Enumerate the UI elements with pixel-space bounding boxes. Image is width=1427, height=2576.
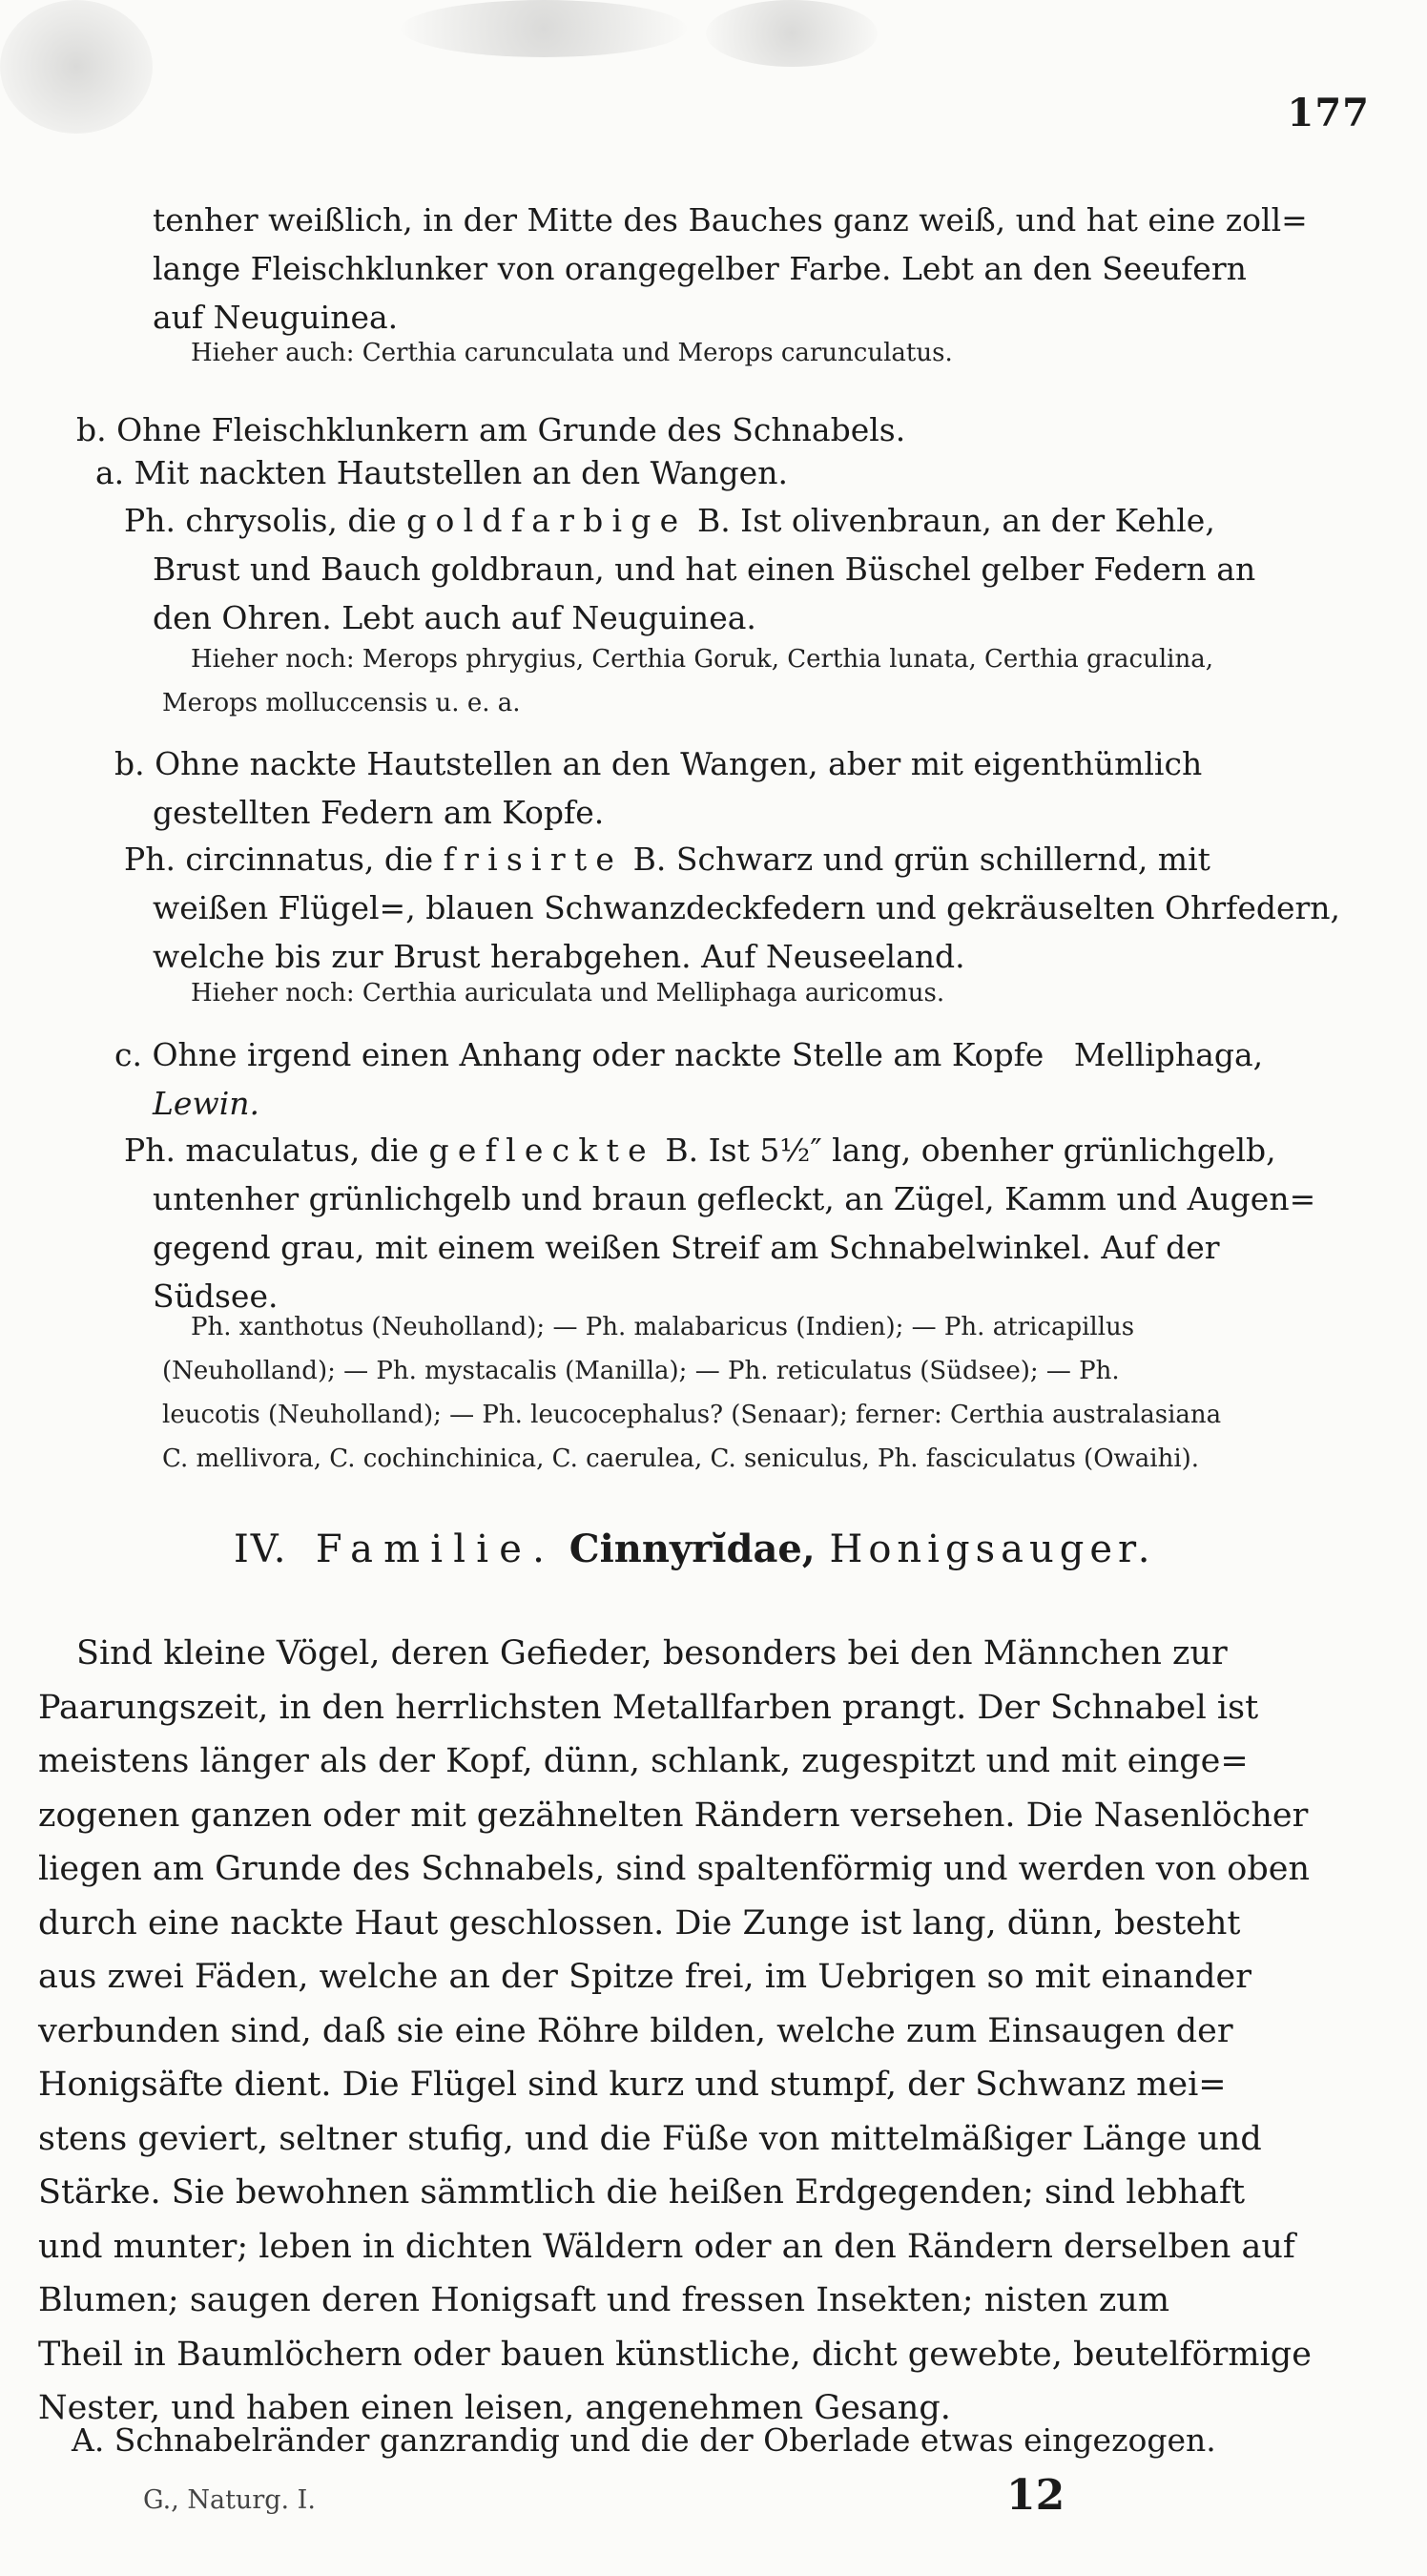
family-number: IV. bbox=[234, 1527, 288, 1571]
note-hieher-noch-1 bbox=[162, 637, 1370, 725]
family-latin-name: Cinnyrĭdae, bbox=[569, 1527, 816, 1571]
species-circinnatus bbox=[124, 835, 1370, 981]
text-line: B. Schwarz und grün schillernd, mit bbox=[632, 841, 1210, 878]
species-maculatus bbox=[124, 1126, 1370, 1320]
family-label: Familie. bbox=[315, 1527, 556, 1571]
section-heading: A. Schnabelränder ganzrandig und die der Oberlade etwas eingezogen. bbox=[72, 2421, 1216, 2459]
family-heading bbox=[234, 1527, 1155, 1571]
author-name: Lewin. bbox=[153, 1085, 259, 1122]
footer-signature: G., Naturg. I. bbox=[143, 2485, 316, 2515]
text-line: zogenen ganzen oder mit gezähnelten Rändern versehen. Die Nasenlöcher bbox=[38, 1796, 1309, 1835]
genus-name: Melliphaga, bbox=[1073, 1036, 1264, 1073]
text-line: aus zwei Fäden, welche an der Spitze frei, im Uebrigen so mit einander bbox=[38, 1958, 1251, 1996]
subsection-b2 bbox=[114, 739, 1370, 837]
section-heading: b. Ohne Fleischklunkern am Grunde des Schnabels. bbox=[76, 411, 906, 448]
note-line: Hieher auch: Certhia carunculata und Merops carunculatus. bbox=[191, 339, 953, 367]
family-description bbox=[38, 1627, 1370, 2436]
paper-stain bbox=[706, 0, 878, 67]
text-line: gegend grau, mit einem weißen Streif am Schnabelwinkel. Auf der bbox=[153, 1229, 1220, 1266]
text-line: tenher weißlich, in der Mitte des Bauches ganz weiß, und hat eine zoll= bbox=[153, 201, 1308, 239]
text-line: Theil in Baumlöchern oder bauen künstliche, dicht gewebte, beutelförmige bbox=[38, 2335, 1312, 2374]
note-line: (Neuholland); — Ph. mystacalis (Manilla); — Ph. reticulatus (Südsee); — Ph. bbox=[162, 1357, 1120, 1385]
paper-stain bbox=[401, 0, 687, 57]
subsection-a bbox=[95, 448, 1370, 497]
subsection-c bbox=[114, 1030, 1370, 1128]
page-number: 177 bbox=[1287, 91, 1370, 135]
subsection-heading: a. Mit nackten Hautstellen an den Wangen. bbox=[95, 454, 788, 491]
text-line: Südsee. bbox=[153, 1278, 279, 1315]
text-line: Blumen; saugen deren Honigsaft und fressen Insekten; nisten zum bbox=[38, 2281, 1170, 2319]
text-line: meistens länger als der Kopf, dünn, schlank, zugespitzt und mit einge= bbox=[38, 1742, 1249, 1780]
text-line: auf Neuguinea. bbox=[153, 299, 399, 336]
species-chrysolis bbox=[124, 496, 1370, 642]
note-hieher-auch bbox=[191, 331, 1370, 375]
paragraph-continuation bbox=[153, 196, 1370, 342]
text-line: stens geviert, seltner stufig, und die Füße von mittelmäßiger Länge und bbox=[38, 2119, 1262, 2158]
text-line: welche bis zur Brust herabgehen. Auf Neuseeland. bbox=[153, 938, 965, 975]
species-german-name: goldfarbige bbox=[406, 502, 688, 539]
text-line: B. Ist 5½″ lang, obenher grünlichgelb, bbox=[665, 1132, 1276, 1169]
species-german-name: frisirte bbox=[443, 841, 624, 878]
text-line: durch eine nackte Haut geschlossen. Die Zunge ist lang, dünn, besteht bbox=[38, 1903, 1241, 1942]
subsection-heading: gestellten Federn am Kopfe. bbox=[153, 794, 605, 831]
note-line: Hieher noch: Certhia auriculata und Melliphaga auricomus. bbox=[191, 979, 945, 1008]
note-line: leucotis (Neuholland); — Ph. leucocephalus? (Senaar); ferner: Certhia australasiana bbox=[162, 1401, 1222, 1429]
note-species-list bbox=[162, 1305, 1370, 1481]
text-line: und munter; leben in dichten Wäldern oder an den Rändern derselben auf bbox=[38, 2227, 1295, 2266]
text-line: verbunden sind, daß sie eine Röhre bilden, welche zum Einsaugen der bbox=[38, 2011, 1233, 2050]
text-line: Stärke. Sie bewohnen sämmtlich die heißen Erdgegenden; sind lebhaft bbox=[38, 2173, 1246, 2212]
species-german-name: gefleckte bbox=[428, 1132, 655, 1169]
text-line: B. Ist olivenbraun, an der Kehle, bbox=[696, 502, 1215, 539]
text-line: weißen Flügel=, blauen Schwanzdeckfedern und gekräuselten Ohrfedern, bbox=[153, 889, 1341, 926]
subsection-heading: b. Ohne nackte Hautstellen an den Wangen, aber mit eigenthümlich bbox=[114, 745, 1203, 782]
text-line: Brust und Bauch goldbraun, und hat einen Büschel gelber Federn an bbox=[153, 551, 1256, 588]
note-hieher-noch-2 bbox=[191, 971, 1370, 1015]
text-line: Paarungszeit, in den herrlichsten Metallfarben prangt. Der Schnabel ist bbox=[38, 1688, 1259, 1727]
species-name: Ph. chrysolis, die bbox=[124, 502, 397, 539]
species-name: Ph. maculatus, die bbox=[124, 1132, 420, 1169]
text-line: Honigsäfte dient. Die Flügel sind kurz und stumpf, der Schwanz mei= bbox=[38, 2066, 1227, 2104]
note-line: C. mellivora, C. cochinchinica, C. caerulea, C. seniculus, Ph. fasciculatus (Owaihi). bbox=[162, 1444, 1200, 1473]
text-line: lange Fleischklunker von orangegelber Farbe. Lebt an den Seeufern bbox=[153, 250, 1247, 287]
sheet-number: 12 bbox=[1006, 2471, 1065, 2520]
note-line: Hieher noch: Merops phrygius, Certhia Goruk, Certhia lunata, Certhia graculina, bbox=[191, 645, 1213, 674]
species-name: Ph. circinnatus, die bbox=[124, 841, 434, 878]
text-line: liegen am Grunde des Schnabels, sind spaltenförmig und werden von oben bbox=[38, 1850, 1311, 1888]
note-line: Ph. xanthotus (Neuholland); — Ph. malabaricus (Indien); — Ph. atricapillus bbox=[191, 1313, 1135, 1341]
section-b bbox=[76, 405, 1370, 454]
family-german-name: Honigsauger. bbox=[829, 1527, 1156, 1571]
text-line: Sind kleine Vögel, deren Gefieder, besonders bei den Männchen zur bbox=[76, 1634, 1228, 1672]
note-line: Merops molluccensis u. e. a. bbox=[162, 689, 521, 717]
text-line: untenher grünlichgelb und braun gefleckt, an Zügel, Kamm und Augen= bbox=[153, 1180, 1316, 1217]
paper-stain bbox=[0, 0, 153, 134]
subsection-heading: c. Ohne irgend einen Anhang oder nackte Stelle am Kopfe bbox=[114, 1036, 1044, 1073]
section-A bbox=[72, 2416, 1370, 2464]
text-line: Nester, und haben einen leisen, angenehmen Gesang. bbox=[38, 2389, 951, 2427]
text-line: den Ohren. Lebt auch auf Neuguinea. bbox=[153, 599, 756, 636]
